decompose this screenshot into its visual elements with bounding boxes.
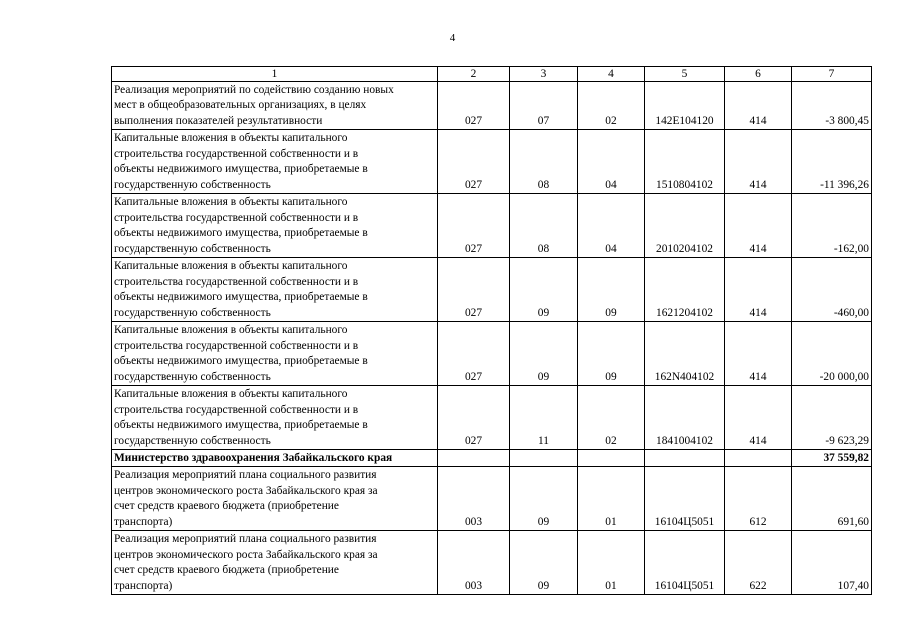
ministry-code-cell: 027 bbox=[438, 386, 510, 450]
table-row bbox=[112, 386, 872, 450]
section-code-cell: 11 bbox=[510, 386, 578, 450]
column-header: 3 bbox=[510, 67, 578, 82]
amount-cell: 107,40 bbox=[792, 531, 872, 595]
subsection-code-cell: 09 bbox=[578, 322, 645, 386]
ministry-code-cell bbox=[438, 450, 510, 467]
item-name-cell: Реализация мероприятий плана социального развития центров экономического роста Забайкальского края за счет средств краевого бюджета (приобретение транспорта) bbox=[112, 531, 438, 595]
item-name-cell: Реализация мероприятий по содействию созданию новых мест в общеобразовательных организациях, в целях выполнения показателей результативности bbox=[112, 82, 438, 130]
expense-type-cell: 414 bbox=[725, 322, 792, 386]
target-article-cell: 1621204102 bbox=[645, 258, 725, 322]
ministry-code-cell: 003 bbox=[438, 467, 510, 531]
target-article-cell: 16104Ц5051 bbox=[645, 467, 725, 531]
column-header: 7 bbox=[792, 67, 872, 82]
table-row bbox=[112, 322, 872, 386]
expense-type-cell: 414 bbox=[725, 194, 792, 258]
table-row bbox=[112, 194, 872, 258]
section-code-cell: 09 bbox=[510, 531, 578, 595]
amount-cell: -9 623,29 bbox=[792, 386, 872, 450]
ministry-code-cell: 027 bbox=[438, 194, 510, 258]
item-name-cell: Реализация мероприятий плана социального развития центров экономического роста Забайкальского края за счет средств краевого бюджета (приобретение транспорта) bbox=[112, 467, 438, 531]
subsection-code-cell: 02 bbox=[578, 82, 645, 130]
section-code-cell: 09 bbox=[510, 467, 578, 531]
target-article-cell: 16104Ц5051 bbox=[645, 531, 725, 595]
ministry-code-cell: 027 bbox=[438, 258, 510, 322]
ministry-total-cell: 37 559,82 bbox=[792, 450, 872, 467]
column-header: 5 bbox=[645, 67, 725, 82]
table-row bbox=[112, 467, 872, 531]
page-number: 4 bbox=[449, 32, 456, 44]
budget-table bbox=[111, 66, 872, 595]
expense-type-cell: 414 bbox=[725, 258, 792, 322]
item-name-cell: Капитальные вложения в объекты капитального строительства государственной собственности и в объекты недвижимого имущества, приобретаемые в государственную собственность bbox=[112, 322, 438, 386]
ministry-code-cell: 027 bbox=[438, 82, 510, 130]
expense-type-cell: 414 bbox=[725, 386, 792, 450]
column-header: 4 bbox=[578, 67, 645, 82]
subsection-code-cell: 04 bbox=[578, 130, 645, 194]
subsection-code-cell bbox=[578, 450, 645, 467]
target-article-cell: 162N404102 bbox=[645, 322, 725, 386]
column-header: 1 bbox=[112, 67, 438, 82]
expense-type-cell bbox=[725, 450, 792, 467]
expense-type-cell: 414 bbox=[725, 82, 792, 130]
item-name-cell: Капитальные вложения в объекты капитального строительства государственной собственности и в объекты недвижимого имущества, приобретаемые в государственную собственность bbox=[112, 194, 438, 258]
amount-cell: -11 396,26 bbox=[792, 130, 872, 194]
ministry-code-cell: 027 bbox=[438, 130, 510, 194]
subsection-code-cell: 02 bbox=[578, 386, 645, 450]
target-article-cell: 1510804102 bbox=[645, 130, 725, 194]
column-header: 6 bbox=[725, 67, 792, 82]
amount-cell: 691,60 bbox=[792, 467, 872, 531]
section-code-cell bbox=[510, 450, 578, 467]
table-header-row bbox=[112, 67, 872, 82]
target-article-cell bbox=[645, 450, 725, 467]
column-header: 2 bbox=[438, 67, 510, 82]
target-article-cell: 142E104120 bbox=[645, 82, 725, 130]
amount-cell: -460,00 bbox=[792, 258, 872, 322]
section-code-cell: 09 bbox=[510, 258, 578, 322]
table-row bbox=[112, 531, 872, 595]
expense-type-cell: 612 bbox=[725, 467, 792, 531]
amount-cell: -3 800,45 bbox=[792, 82, 872, 130]
target-article-cell: 1841004102 bbox=[645, 386, 725, 450]
item-name-cell: Капитальные вложения в объекты капитального строительства государственной собственности и в объекты недвижимого имущества, приобретаемые в государственную собственность bbox=[112, 258, 438, 322]
amount-cell: -162,00 bbox=[792, 194, 872, 258]
subsection-code-cell: 04 bbox=[578, 194, 645, 258]
ministry-section-row bbox=[112, 450, 872, 467]
item-name-cell: Капитальные вложения в объекты капитального строительства государственной собственности и в объекты недвижимого имущества, приобретаемые в государственную собственность bbox=[112, 386, 438, 450]
expense-type-cell: 414 bbox=[725, 130, 792, 194]
table-row bbox=[112, 258, 872, 322]
section-code-cell: 08 bbox=[510, 194, 578, 258]
ministry-code-cell: 003 bbox=[438, 531, 510, 595]
section-code-cell: 09 bbox=[510, 322, 578, 386]
ministry-code-cell: 027 bbox=[438, 322, 510, 386]
subsection-code-cell: 01 bbox=[578, 531, 645, 595]
table-row bbox=[112, 130, 872, 194]
subsection-code-cell: 01 bbox=[578, 467, 645, 531]
section-code-cell: 08 bbox=[510, 130, 578, 194]
ministry-name-cell: Министерство здравоохранения Забайкальского края bbox=[112, 450, 438, 467]
subsection-code-cell: 09 bbox=[578, 258, 645, 322]
amount-cell: -20 000,00 bbox=[792, 322, 872, 386]
expense-type-cell: 622 bbox=[725, 531, 792, 595]
item-name-cell: Капитальные вложения в объекты капитального строительства государственной собственности и в объекты недвижимого имущества, приобретаемые в государственную собственность bbox=[112, 130, 438, 194]
target-article-cell: 2010204102 bbox=[645, 194, 725, 258]
section-code-cell: 07 bbox=[510, 82, 578, 130]
table-row bbox=[112, 82, 872, 130]
